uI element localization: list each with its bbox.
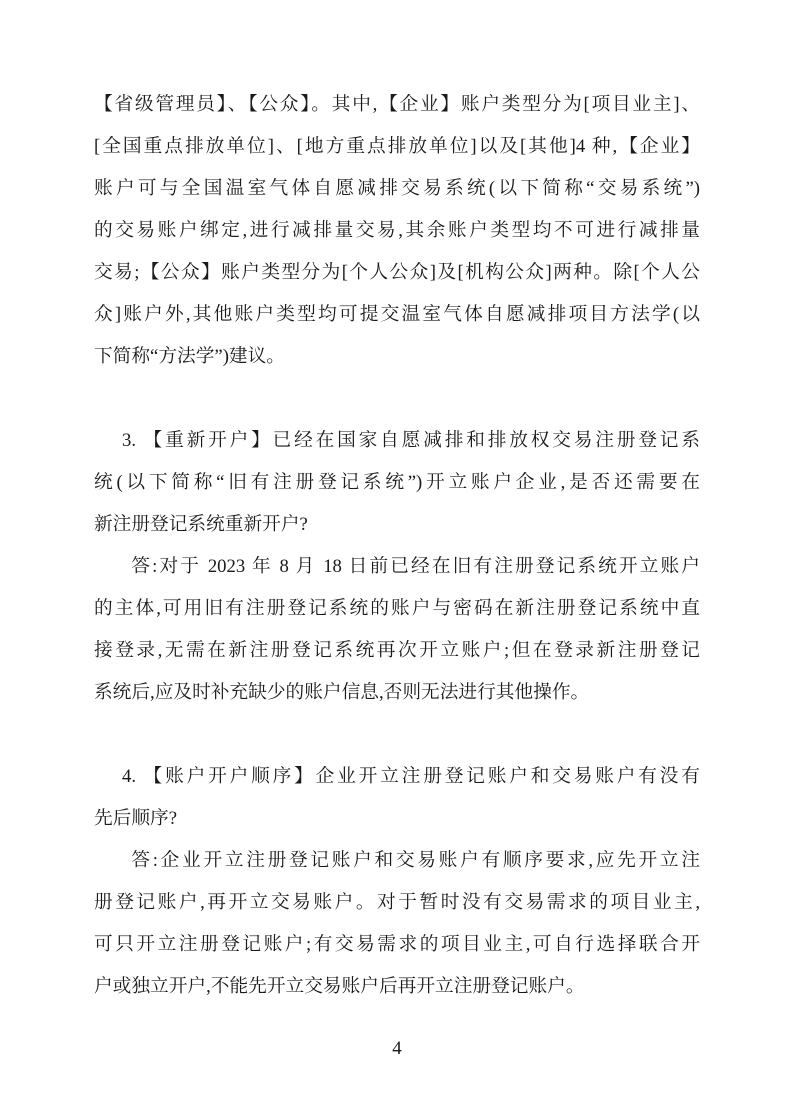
- answer-4: [94, 840, 700, 1008]
- text-line: 4. 【账户开户顺序】企业开立注册登记账户和交易账户有没有: [122, 766, 700, 787]
- text-line: 的主体,可用旧有注册登记系统的账户与密码在新注册登记系统中直: [94, 598, 700, 619]
- text-line: 的交易账户绑定,进行减排量交易,其余账户类型均不可进行减排量: [94, 220, 700, 241]
- question-4: [94, 756, 700, 840]
- blank-line: [94, 378, 700, 420]
- text-line: 答:对于 2023 年 8 月 18 日前已经在旧有注册登记系统开立账户: [131, 556, 700, 577]
- text-line: 交易;【公众】账户类型分为[个人公众]及[机构公众]两种。除[个人公: [94, 262, 700, 283]
- text-line: 众]账户外,其他账户类型均可提交温室气体自愿减排项目方法学(以: [94, 304, 700, 325]
- page-number: 4: [392, 1038, 402, 1059]
- text-line: 册登记账户,再开立交易账户。对于暂时没有交易需求的项目业主,: [94, 892, 700, 913]
- document-body: [94, 84, 700, 1008]
- question-3: [94, 420, 700, 546]
- text-line: 接登录,无需在新注册登记系统再次开立账户;但在登录新注册登记: [94, 640, 700, 661]
- answer-3: [94, 546, 700, 714]
- text-line: 可只开立注册登记账户;有交易需求的项目业主,可自行选择联合开: [94, 934, 700, 955]
- text-line: 下简称“方法学”)建议。: [94, 346, 285, 367]
- text-line: 答:企业开立注册登记账户和交易账户有顺序要求,应先开立注: [131, 850, 700, 871]
- text-line: 统(以下简称“旧有注册登记系统”)开立账户企业,是否还需要在: [94, 472, 700, 493]
- text-line: 3. 【重新开户】已经在国家自愿减排和排放权交易注册登记系: [122, 430, 700, 451]
- text-line: 系统后,应及时补充缺少的账户信息,否则无法进行其他操作。: [94, 682, 590, 703]
- text-line: 【省级管理员】、【公众】。其中,【企业】账户类型分为[项目业主]、: [94, 94, 700, 115]
- text-line: 户或独立开户,不能先开立交易账户后再开立注册登记账户。: [94, 976, 585, 997]
- text-line: 新注册登记系统重新开户?: [94, 514, 308, 535]
- blank-line: [94, 714, 700, 756]
- text-line: 账户可与全国温室气体自愿减排交易系统(以下简称“交易系统”): [94, 178, 700, 199]
- paragraph-continuation: [94, 84, 700, 378]
- text-line: 先后顺序?: [94, 808, 178, 829]
- text-line: [全国重点排放单位]、[地方重点排放单位]以及[其他]4 种,【企业】: [94, 136, 700, 157]
